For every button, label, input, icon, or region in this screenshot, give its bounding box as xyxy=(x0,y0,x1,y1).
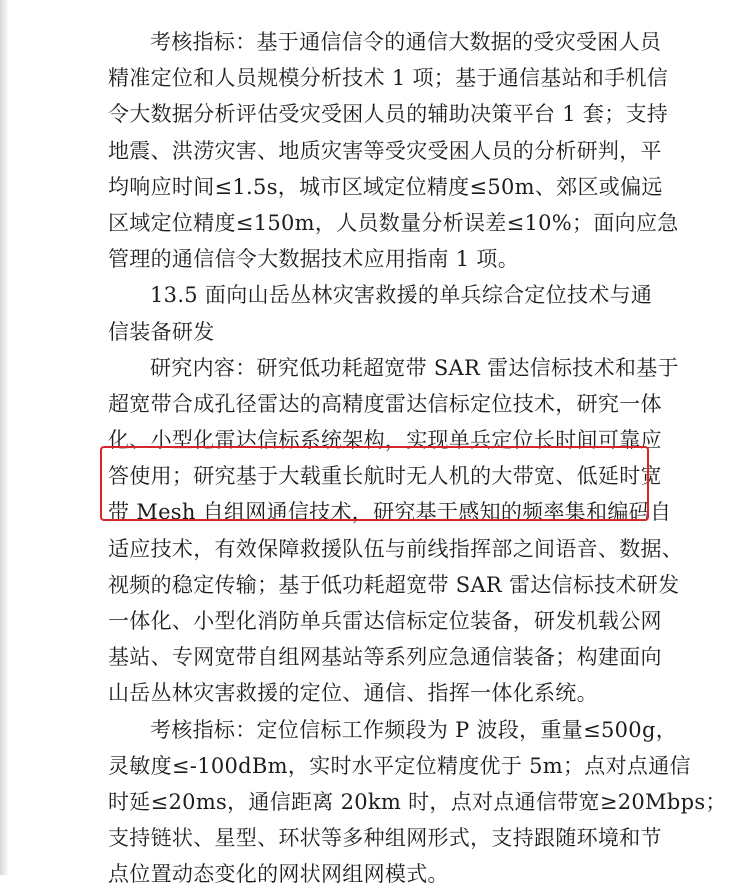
text-line: 点位置动态变化的网状网组网模式。 xyxy=(108,862,449,887)
red-highlight-box xyxy=(100,446,662,521)
text-line: 信装备研发 xyxy=(108,319,215,344)
text-line: 化、小型化雷达信标系统架构，实现单兵定位长时间可靠应 xyxy=(108,428,662,453)
text-line: 答使用；研究基于大载重长航时无人机的大带宽、低延时宽 xyxy=(108,464,662,489)
text-line: 管理的通信信令大数据技术应用指南 1 项。 xyxy=(108,247,520,272)
text-line: 考核指标：基于通信信令的通信大数据的受灾受困人员 xyxy=(150,30,662,54)
page-edge-shadow xyxy=(0,0,9,875)
text-line: 灵敏度≤-100dBm，实时水平定位精度优于 5m；点对点通信 xyxy=(108,753,691,778)
text-line: 区域定位精度≤150m，人员数量分析误差≤10%；面向应急 xyxy=(108,210,679,235)
text-line: 时延≤20ms，通信距离 20km 时，点对点通信带宽≥20Mbps； xyxy=(108,789,727,814)
text-line: 视频的稳定传输；基于低功耗超宽带 SAR 雷达信标技术研发 xyxy=(108,572,680,597)
text-line: 带 Mesh 自组网通信技术，研究基于感知的频率集和编码自 xyxy=(108,500,672,525)
text-line: 地震、洪涝灾害、地质灾害等受灾受困人员的分析研判，平 xyxy=(108,138,662,163)
text-line: 适应技术，有效保障救援队伍与前线指挥部之间语音、数据、 xyxy=(108,536,684,561)
text-line: 精准定位和人员规模分析技术 1 项；基于通信基站和手机信 xyxy=(108,66,669,91)
text-line: 一体化、小型化消防单兵雷达信标定位装备，研发机载公网 xyxy=(108,609,662,633)
text-line: 山岳丛林灾害救援的定位、通信、指挥一体化系统。 xyxy=(108,681,598,706)
text-line: 基站、专网宽带自组网基站等系列应急通信装备；构建面向 xyxy=(108,645,662,670)
text-line: 均响应时间≤1.5s，城市区域定位精度≤50m、郊区或偏远 xyxy=(108,174,663,199)
text-line: 支持链状、星型、环状等多种组网形式，支持跟随环境和节 xyxy=(108,826,662,851)
text-line: 超宽带合成孔径雷达的高精度雷达信标定位技术，研究一体 xyxy=(108,391,662,416)
text-line: 13.5 面向山岳丛林灾害救援的单兵综合定位技术与通 xyxy=(150,283,653,308)
text-line: 令大数据分析评估受灾受困人员的辅助决策平台 1 套；支持 xyxy=(108,102,669,127)
text-line: 考核指标：定位信标工作频段为 P 波段，重量≤500g， xyxy=(150,717,677,742)
text-line: 研究内容：研究低功耗超宽带 SAR 雷达信标技术和基于 xyxy=(150,355,679,380)
